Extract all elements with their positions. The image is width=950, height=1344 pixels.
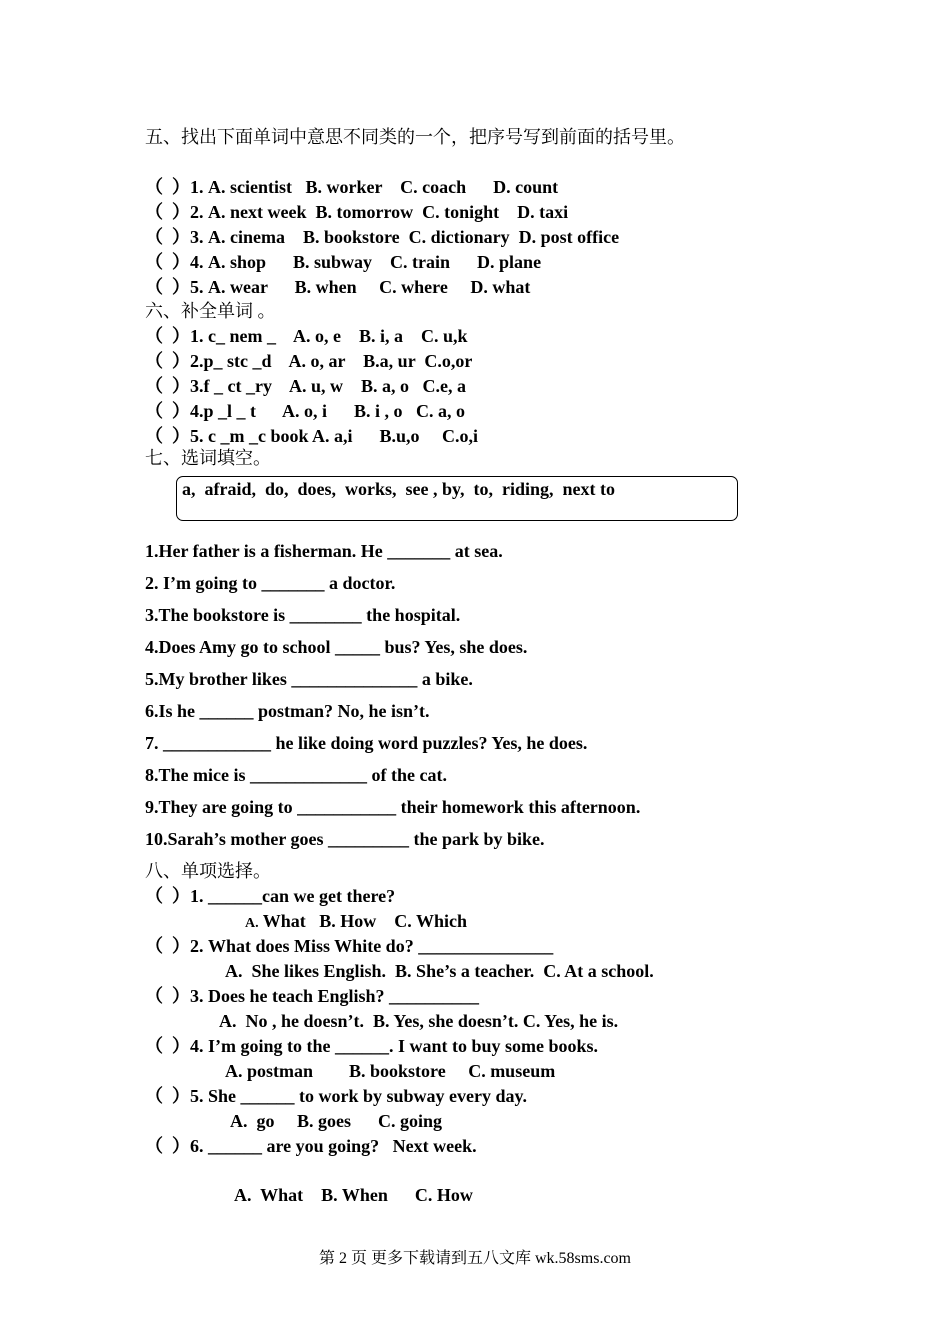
fill-blank-9: 9.They are going to ___________ their homework this afternoon.	[145, 797, 641, 817]
section-6-item-5: （ ）5. c _m _c book A. a,i B.u,o C.o,i	[145, 426, 479, 446]
fill-blank-4: 4.Does Amy go to school _____ bus? Yes, she does.	[145, 637, 528, 657]
word-bank-box	[176, 476, 738, 521]
choice-options-2: A. She likes English. B. She’s a teacher. C. At a school.	[225, 961, 654, 981]
fill-blank-7: 7. ____________ he like doing word puzzles? Yes, he does.	[145, 733, 588, 753]
choice-question-3: （ ）3. Does he teach English? __________	[145, 986, 480, 1006]
fill-blank-6: 6.Is he ______ postman? No, he isn’t.	[145, 701, 430, 721]
section-6-item-1: （ ）1. c_ nem _ A. o, e B. i, a C. u,k	[145, 326, 468, 346]
section-7-heading: 七、选词填空。	[145, 448, 271, 468]
choice-options-4: A. postman B. bookstore C. museum	[225, 1061, 556, 1081]
section-6-item-4: （ ）4.p _l _ t A. o, i B. i , o C. a, o	[145, 401, 466, 421]
choice-options-5: A. go B. goes C. going	[230, 1111, 443, 1131]
section-8-heading: 八、单项选择。	[145, 861, 271, 881]
choice-options-6: A. What B. When C. How	[234, 1185, 473, 1205]
choice-option-a-label: A.	[245, 916, 259, 931]
section-5-item-2: （ ）2. A. next week B. tomorrow C. tonight D. taxi	[145, 202, 569, 222]
section-5-item-3: （ ）3. A. cinema B. bookstore C. dictionary D. post office	[145, 227, 620, 247]
choice-question-6: （ ）6. ______ are you going? Next week.	[145, 1136, 477, 1156]
section-5-heading: 五、找出下面单词中意思不同类的一个，把序号写到前面的括号里。	[145, 127, 685, 147]
fill-blank-5: 5.My brother likes ______________ a bike.	[145, 669, 473, 689]
choice-question-4: （ ）4. I’m going to the ______. I want to buy some books.	[145, 1036, 599, 1056]
section-5-item-1: （ ）1. A. scientist B. worker C. coach D. count	[145, 177, 559, 197]
page-footer: 第 2 页 更多下载请到五八文库 wk.58sms.com	[318, 1250, 631, 1267]
section-5-item-5: （ ）5. A. wear B. when C. where D. what	[145, 277, 531, 297]
choice-options-3: A. No , he doesn’t. B. Yes, she doesn’t. C. Yes, he is.	[219, 1011, 619, 1031]
fill-blank-3: 3.The bookstore is ________ the hospital.	[145, 605, 461, 625]
word-bank: a, afraid, do, does, works, see , by, to, riding, next to	[182, 479, 616, 499]
choice-question-2: （ ）2. What does Miss White do? _______________	[145, 936, 554, 956]
fill-blank-2: 2. I’m going to _______ a doctor.	[145, 573, 396, 593]
choice-question-5: （ ）5. She ______ to work by subway every day.	[145, 1086, 528, 1106]
choice-options-1-text: What B. How C. Which	[258, 911, 467, 931]
choice-options-1	[245, 910, 467, 935]
fill-blank-1: 1.Her father is a fisherman. He _______ at sea.	[145, 541, 503, 561]
section-6-heading: 六、补全单词 。	[145, 301, 276, 321]
choice-question-1: （ ）1. ______can we get there?	[145, 886, 396, 906]
section-5-item-4: （ ）4. A. shop B. subway C. train D. plane	[145, 252, 542, 272]
section-6-item-3: （ ）3.f _ ct _ry A. u, w B. a, o C.e, a	[145, 376, 466, 396]
fill-blank-8: 8.The mice is _____________ of the cat.	[145, 765, 447, 785]
section-6-item-2: （ ）2.p_ stc _d A. o, ar B.a, ur C.o,or	[145, 351, 473, 371]
fill-blank-10: 10.Sarah’s mother goes _________ the park by bike.	[145, 829, 545, 849]
